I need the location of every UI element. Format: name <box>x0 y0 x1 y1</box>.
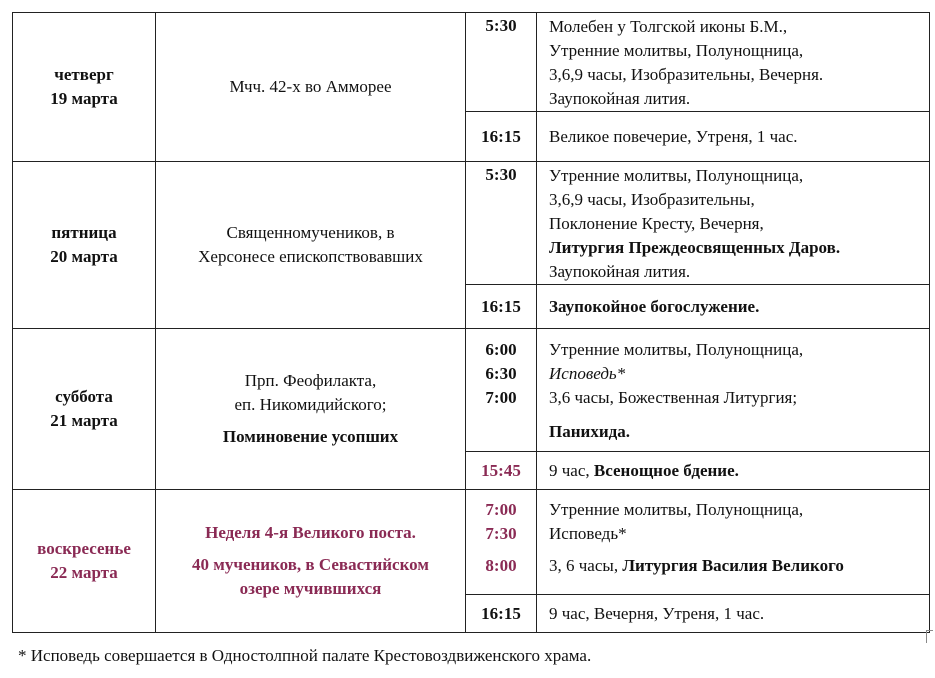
service-cell <box>537 595 930 633</box>
date: 22 марта <box>50 563 118 582</box>
time-cell <box>466 452 537 490</box>
date: 19 марта <box>50 89 118 108</box>
service-line <box>549 554 923 578</box>
service-time: 6:00 <box>485 340 517 359</box>
saint-line: озере мучившихся <box>239 579 382 598</box>
service-line: Утренние молитвы, Полунощница, <box>549 41 804 60</box>
saint-line: 40 мучеников, в Севастийском <box>192 555 429 574</box>
day-cell <box>13 13 156 162</box>
weekday: пятница <box>51 223 117 242</box>
footnote: * Исповедь совершается в Одностолпной палате Крестовоздвиженского храма. <box>18 646 592 665</box>
service-line: Утренние молитвы, Полунощница, <box>549 340 804 359</box>
table-row <box>13 329 930 452</box>
weekday: четверг <box>54 65 114 84</box>
service-cell <box>537 13 930 112</box>
service-line: Утренние молитвы, Полунощница, <box>549 500 804 519</box>
saint-line: Прп. Феофилакта, <box>244 371 377 390</box>
saint-cell <box>156 490 466 633</box>
service-cell <box>537 112 930 162</box>
service-line-part: Литургия Василия Великого <box>622 556 844 575</box>
service-line: Исповедь* <box>549 524 627 543</box>
service-line: Заупокойное богослужение. <box>549 296 760 316</box>
table-row <box>13 13 930 112</box>
time-cell <box>466 13 537 112</box>
day-cell <box>13 490 156 633</box>
saint-cell <box>156 162 466 329</box>
service-cell <box>537 452 930 490</box>
service-time: 16:15 <box>481 603 521 623</box>
date: 21 марта <box>50 411 118 430</box>
service-time: 15:45 <box>481 460 521 480</box>
service-line: Поклонение Кресту, Вечерня, <box>549 214 764 233</box>
service-time: 16:15 <box>481 296 521 316</box>
time-cell <box>466 595 537 633</box>
saint-line: Священномучеников, в <box>226 223 395 242</box>
saint-line: Мчч. 42-х во Амморее <box>229 77 392 96</box>
service-line: 9 час, <box>549 460 594 480</box>
service-line: 9 час, Вечерня, Утреня, 1 час. <box>549 603 765 623</box>
table-row <box>13 162 930 285</box>
time-cell <box>466 162 537 285</box>
time-cell <box>466 490 537 595</box>
service-line: Великое повечерие, Утреня, 1 час. <box>549 126 798 146</box>
service-line: 3,6,9 часы, Изобразительны, Вечерня. <box>549 65 824 84</box>
service-line: Молебен у Толгской иконы Б.М., <box>549 17 788 36</box>
service-line: Утренние молитвы, Полунощница, <box>549 166 804 185</box>
service-time: 7:30 <box>485 524 517 543</box>
time-cell <box>466 112 537 162</box>
saint-line: Херсонесе епископствовавших <box>198 247 423 266</box>
service-line: Заупокойная лития. <box>549 89 691 108</box>
service-time: 7:00 <box>485 500 517 519</box>
weekday: суббота <box>55 387 113 406</box>
saint-cell <box>156 13 466 162</box>
service-line: Литургия Преждеосвященных Даров. <box>549 238 841 257</box>
service-time: 8:00 <box>485 556 517 575</box>
saint-line: еп. Никомидийского; <box>234 395 387 414</box>
saint-line: Поминовение усопших <box>222 427 399 446</box>
service-time: 5:30 <box>485 165 517 184</box>
service-time: 6:30 <box>485 364 517 383</box>
service-line-part: 3, 6 часы, <box>549 556 623 575</box>
service-cell <box>537 329 930 452</box>
schedule-table <box>12 12 930 633</box>
service-line: 3,6 часы, Божественная Литургия; <box>549 388 798 407</box>
service-cell <box>537 285 930 329</box>
saint-cell <box>156 329 466 490</box>
service-time: 5:30 <box>485 16 517 35</box>
time-cell <box>466 329 537 452</box>
weekday: воскресенье <box>37 539 131 558</box>
service-line: Панихида. <box>549 422 630 441</box>
service-line: 3,6,9 часы, Изобразительны, <box>549 190 755 209</box>
service-line: Заупокойная лития. <box>549 262 691 281</box>
service-cell <box>537 162 930 285</box>
day-cell <box>13 329 156 490</box>
saint-line: Неделя 4-я Великого поста. <box>205 523 416 542</box>
text-boundary-mark <box>926 630 933 643</box>
service-time: 16:15 <box>481 126 521 146</box>
service-line: Всенощное бдение. <box>593 460 739 480</box>
service-line: Исповедь* <box>549 364 626 383</box>
time-cell <box>466 285 537 329</box>
table-row <box>13 490 930 595</box>
date: 20 марта <box>50 247 118 266</box>
service-cell <box>537 490 930 595</box>
service-time: 7:00 <box>485 388 517 407</box>
day-cell <box>13 162 156 329</box>
